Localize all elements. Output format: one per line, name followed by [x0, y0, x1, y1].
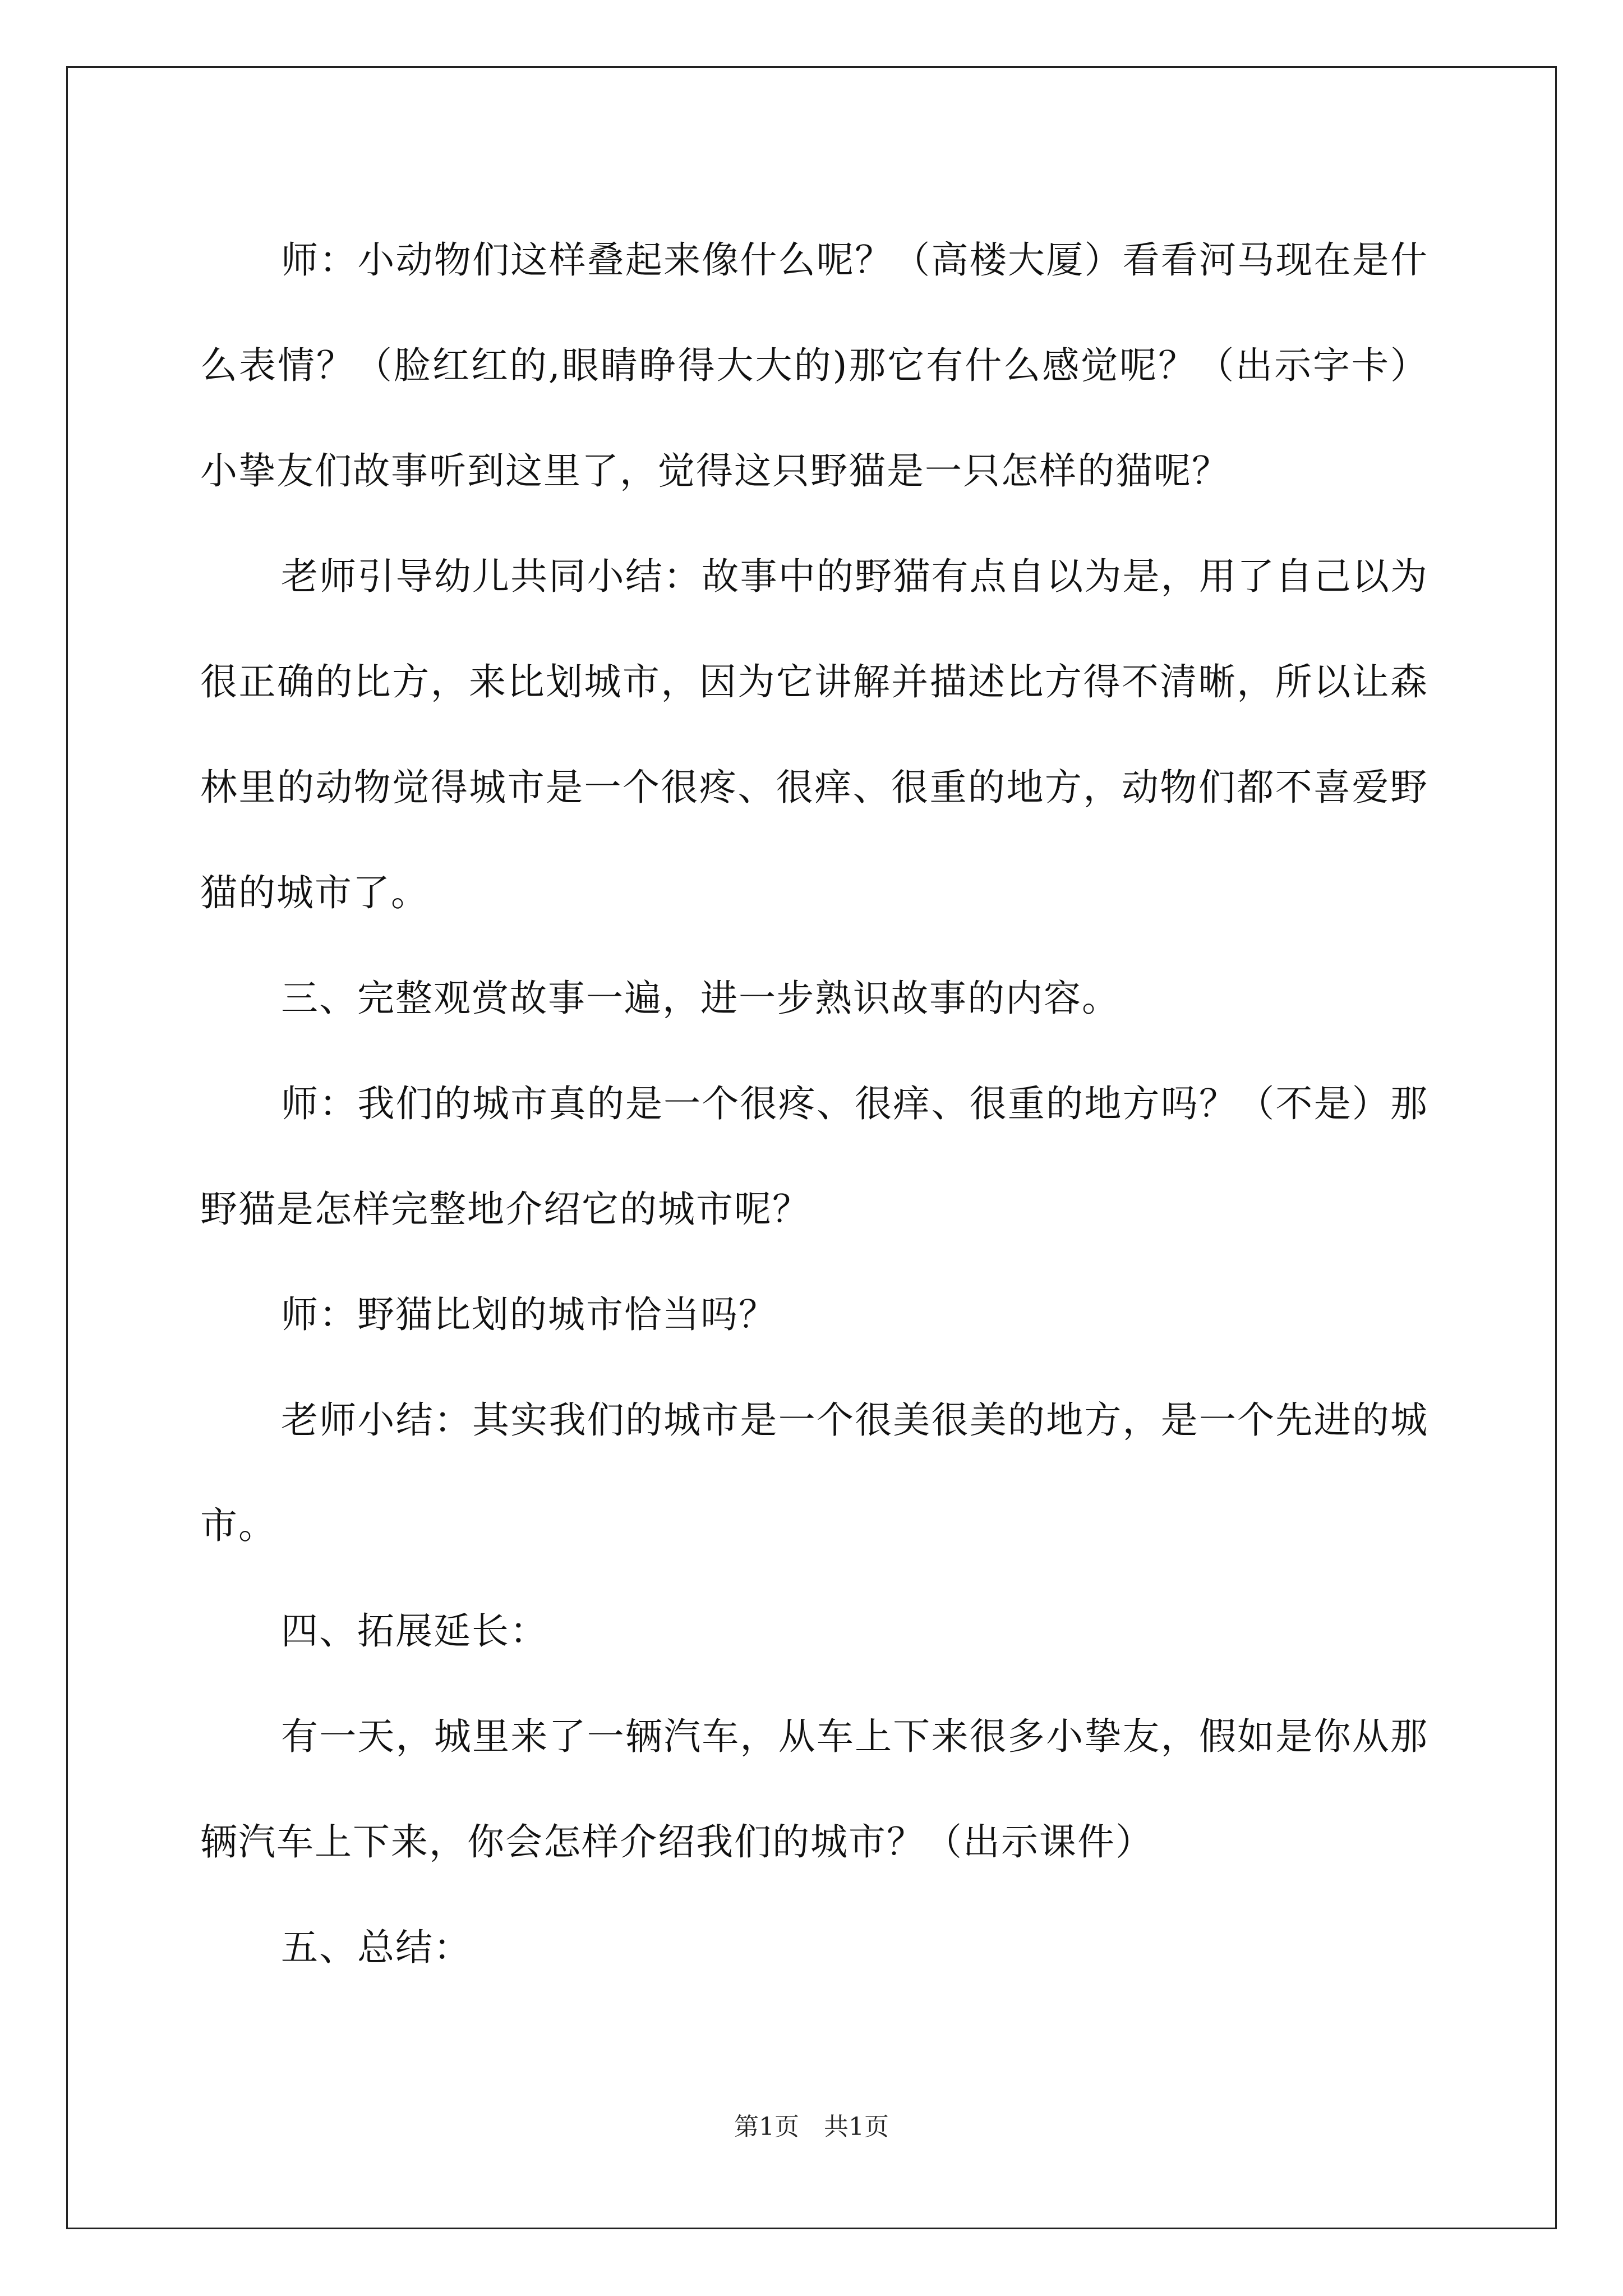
paragraph: 老师引导幼儿共同小结：故事中的野猫有点自以为是，用了自己以为很正确的比方，来比划城市，因为它讲解并描述比方得不清晰，所以让森林里的动物觉得城市是一个很疼、很痒、很重的地方，动物们都不喜爱野猫的城市了。 — [200, 555, 1428, 914]
paragraph: 师：野猫比划的城市恰当吗？ — [281, 1293, 777, 1336]
paragraph: 师：小动物们这样叠起来像什么呢？（高楼大厦）看看河马现在是什么表情？（脸红红的,眼睛睁得大大的)那它有什么感觉呢？（出示字卡）小挚友们故事听到这里了，觉得这只野猫是一只怎样的猫呢？ — [200, 238, 1428, 493]
section-heading: 四、拓展延长： — [281, 1609, 548, 1653]
paragraph: 有一天，城里来了一辆汽车，从车上下来很多小挚友，假如是你从那辆汽车上下来，你会怎样介绍我们的城市？（出示课件） — [200, 1715, 1428, 1864]
paragraph: 老师小结：其实我们的城市是一个很美很美的地方，是一个先进的城市。 — [200, 1398, 1428, 1547]
paragraph: 师：我们的城市真的是一个很疼、很痒、很重的地方吗？（不是）那野猫是怎样完整地介绍它的城市呢？ — [200, 1082, 1428, 1231]
section-heading: 五、总结： — [281, 1926, 472, 1969]
document-body — [200, 208, 1428, 2000]
section-heading: 三、完整观赏故事一遍，进一步熟识故事的内容。 — [281, 977, 1120, 1020]
page-footer: 第1页 共1页 — [734, 2113, 889, 2141]
